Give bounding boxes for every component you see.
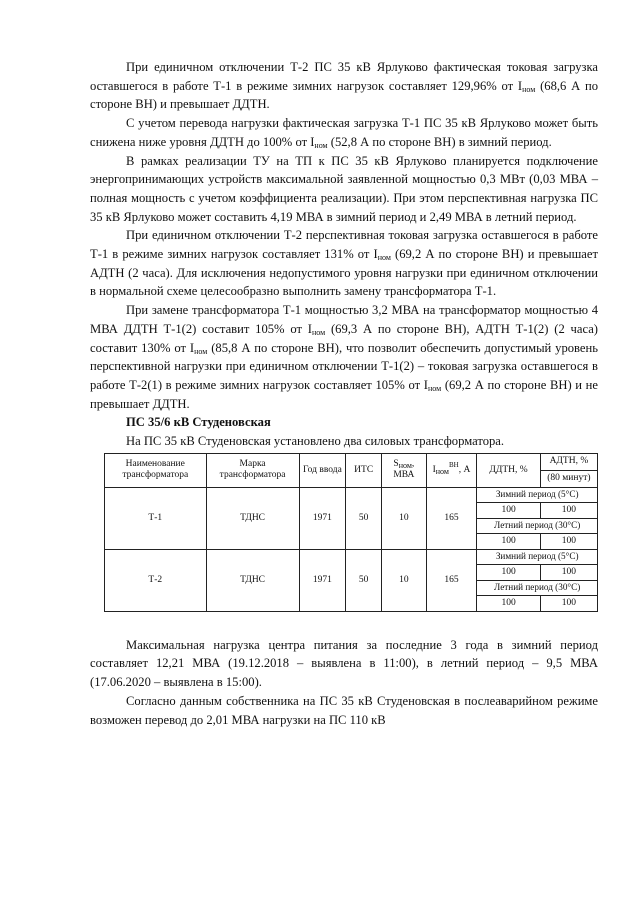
cell-i-nom: 165	[426, 487, 477, 549]
paragraph-text: При замене трансформатора Т-1 мощностью 3,2 МВА на трансформатор мощностью 4 МВА ДДТН Т-1(2) составит 105% от I	[90, 303, 598, 336]
cell-brand: ТДНС	[206, 549, 299, 611]
paragraphs-bottom	[90, 636, 598, 730]
cell-winter-label: Зимний период (5°С)	[477, 487, 598, 502]
body-paragraph	[90, 114, 598, 151]
paragraph-text: Максимальная нагрузка центра питания за последние 3 года в зимний период составляет 12,21 МВА (19.12.2018 – выявлена в 11:00), в летний период – 9,5 МВА (17.06.2020 – выявлена в 15:00).	[90, 637, 598, 690]
transformer-table	[104, 453, 598, 612]
body-paragraph	[90, 636, 598, 692]
subscript-text: ном	[314, 140, 328, 150]
cell-winter-label: Зимний период (5°С)	[477, 549, 598, 564]
table-intro: На ПС 35 кВ Студеновская установлено два силовых трансформатора.	[126, 434, 505, 449]
table-row	[105, 549, 598, 564]
header-s-nom: $S_{ном}$, МВА	[382, 453, 426, 487]
cell-summer-adtn: 100	[540, 533, 597, 549]
cell-winter-ddtn: 100	[477, 564, 540, 580]
paragraph-text: При единичном отключении Т-2 перспективная токовая загрузка оставшегося в работе Т-1 в режиме зимних нагрузок составляет 131% от I	[90, 228, 598, 262]
cell-year: 1971	[299, 549, 346, 611]
cell-year: 1971	[299, 487, 346, 549]
cell-brand: ТДНС	[206, 487, 299, 549]
section-heading: ПС 35/6 кВ Студеновская	[126, 415, 271, 430]
spacer	[90, 612, 598, 636]
cell-s-nom: 10	[382, 487, 426, 549]
header-its: ИТС	[346, 453, 382, 487]
paragraph-text: (85,8 А по стороне ВН), что позволит обеспечить допустимый уровень перспективной нагрузки при единичном отключении Т-1(2) – токовая загрузка оставшегося в работе Т-2(1) в режиме зимних нагрузок составляет 105% от I	[90, 340, 598, 392]
document-page	[90, 58, 598, 729]
paragraphs-top	[90, 58, 598, 413]
paragraph-text: С учетом перевода нагрузки фактическая загрузка Т-1 ПС 35 кВ Ярлуково может быть снижена ниже уровня ДДТН до 100% от I	[90, 116, 598, 149]
subscript-text: ном	[377, 253, 391, 263]
cell-summer-label: Летний период (30°С)	[477, 518, 598, 533]
header-adtn: АДТН, %	[540, 453, 597, 470]
cell-winter-adtn: 100	[540, 502, 597, 518]
paragraph-text: При единичном отключении Т-2 ПС 35 кВ Ярлуково фактическая токовая загрузка оставшегося в работе Т-1 в режиме зимних нагрузок составляет 129,96% от I	[90, 60, 598, 93]
paragraph-text: (68,6 А по стороне ВН) и превышает ДДТН.	[90, 78, 599, 112]
cell-name: Т-2	[105, 549, 207, 611]
cell-winter-ddtn: 100	[477, 502, 540, 518]
paragraph-text: (69,2 А по стороне ВН) и превышает АДТН (2 часа). Для исключения недопустимого уровня нагрузки при единичном отключении в нормальной схеме целесообразно выполнить замену трансформатора Т-1.	[90, 247, 598, 299]
cell-i-nom: 165	[426, 549, 477, 611]
cell-its: 50	[346, 487, 382, 549]
header-name: Наименование трансформатора	[105, 453, 207, 487]
cell-summer-label: Летний период (30°С)	[477, 580, 598, 595]
body-paragraph	[90, 152, 598, 227]
paragraph-text: (69,3 А по стороне ВН), АДТН Т-1(2) (2 часа) составит 130% от I	[90, 321, 598, 355]
subscript-text: ном	[311, 327, 326, 337]
cell-summer-ddtn: 100	[477, 533, 540, 549]
cell-summer-adtn: 100	[540, 595, 597, 611]
header-adtn-note: (80 минут)	[540, 470, 597, 487]
subscript-text: ном	[194, 346, 208, 356]
body-paragraph	[90, 301, 598, 413]
header-year: Год ввода	[299, 453, 346, 487]
body-paragraph	[90, 692, 598, 729]
paragraph-text: (52,8 А по стороне ВН) в зимний период.	[327, 134, 552, 149]
cell-its: 50	[346, 549, 382, 611]
body-paragraph	[90, 226, 598, 301]
table-row	[105, 487, 598, 502]
header-ddtn: ДДТН, %	[477, 453, 540, 487]
header-i-nom: $I_{ном}^{ВН}$, А	[426, 453, 477, 487]
paragraph-text: В рамках реализации ТУ на ТП к ПС 35 кВ Ярлуково планируется подключение энергопринимающих устройств максимальной заявленной мощностью 0,3 МВт (0,03 МВА – полная мощность с учетом коэффициента реализации). При этом перспективная нагрузка ПС 35 кВ Ярлуково может составить 4,19 МВА в зимний период и 2,49 МВА в летний период.	[90, 153, 598, 224]
subscript-text: ном	[427, 383, 442, 393]
cell-winter-adtn: 100	[540, 564, 597, 580]
body-paragraph	[90, 58, 598, 114]
header-brand: Марка трансформатора	[206, 453, 299, 487]
cell-summer-ddtn: 100	[477, 595, 540, 611]
subscript-text: ном	[522, 84, 536, 94]
cell-s-nom: 10	[382, 549, 426, 611]
paragraph-text: (69,2 А по стороне ВН) и не превышает ДДТН.	[90, 377, 599, 411]
cell-name: Т-1	[105, 487, 207, 549]
paragraph-text: Согласно данным собственника на ПС 35 кВ Студеновская в послеаварийном режиме возможен перевод до 2,01 МВА нагрузки на ПС 110 кВ	[90, 693, 598, 727]
